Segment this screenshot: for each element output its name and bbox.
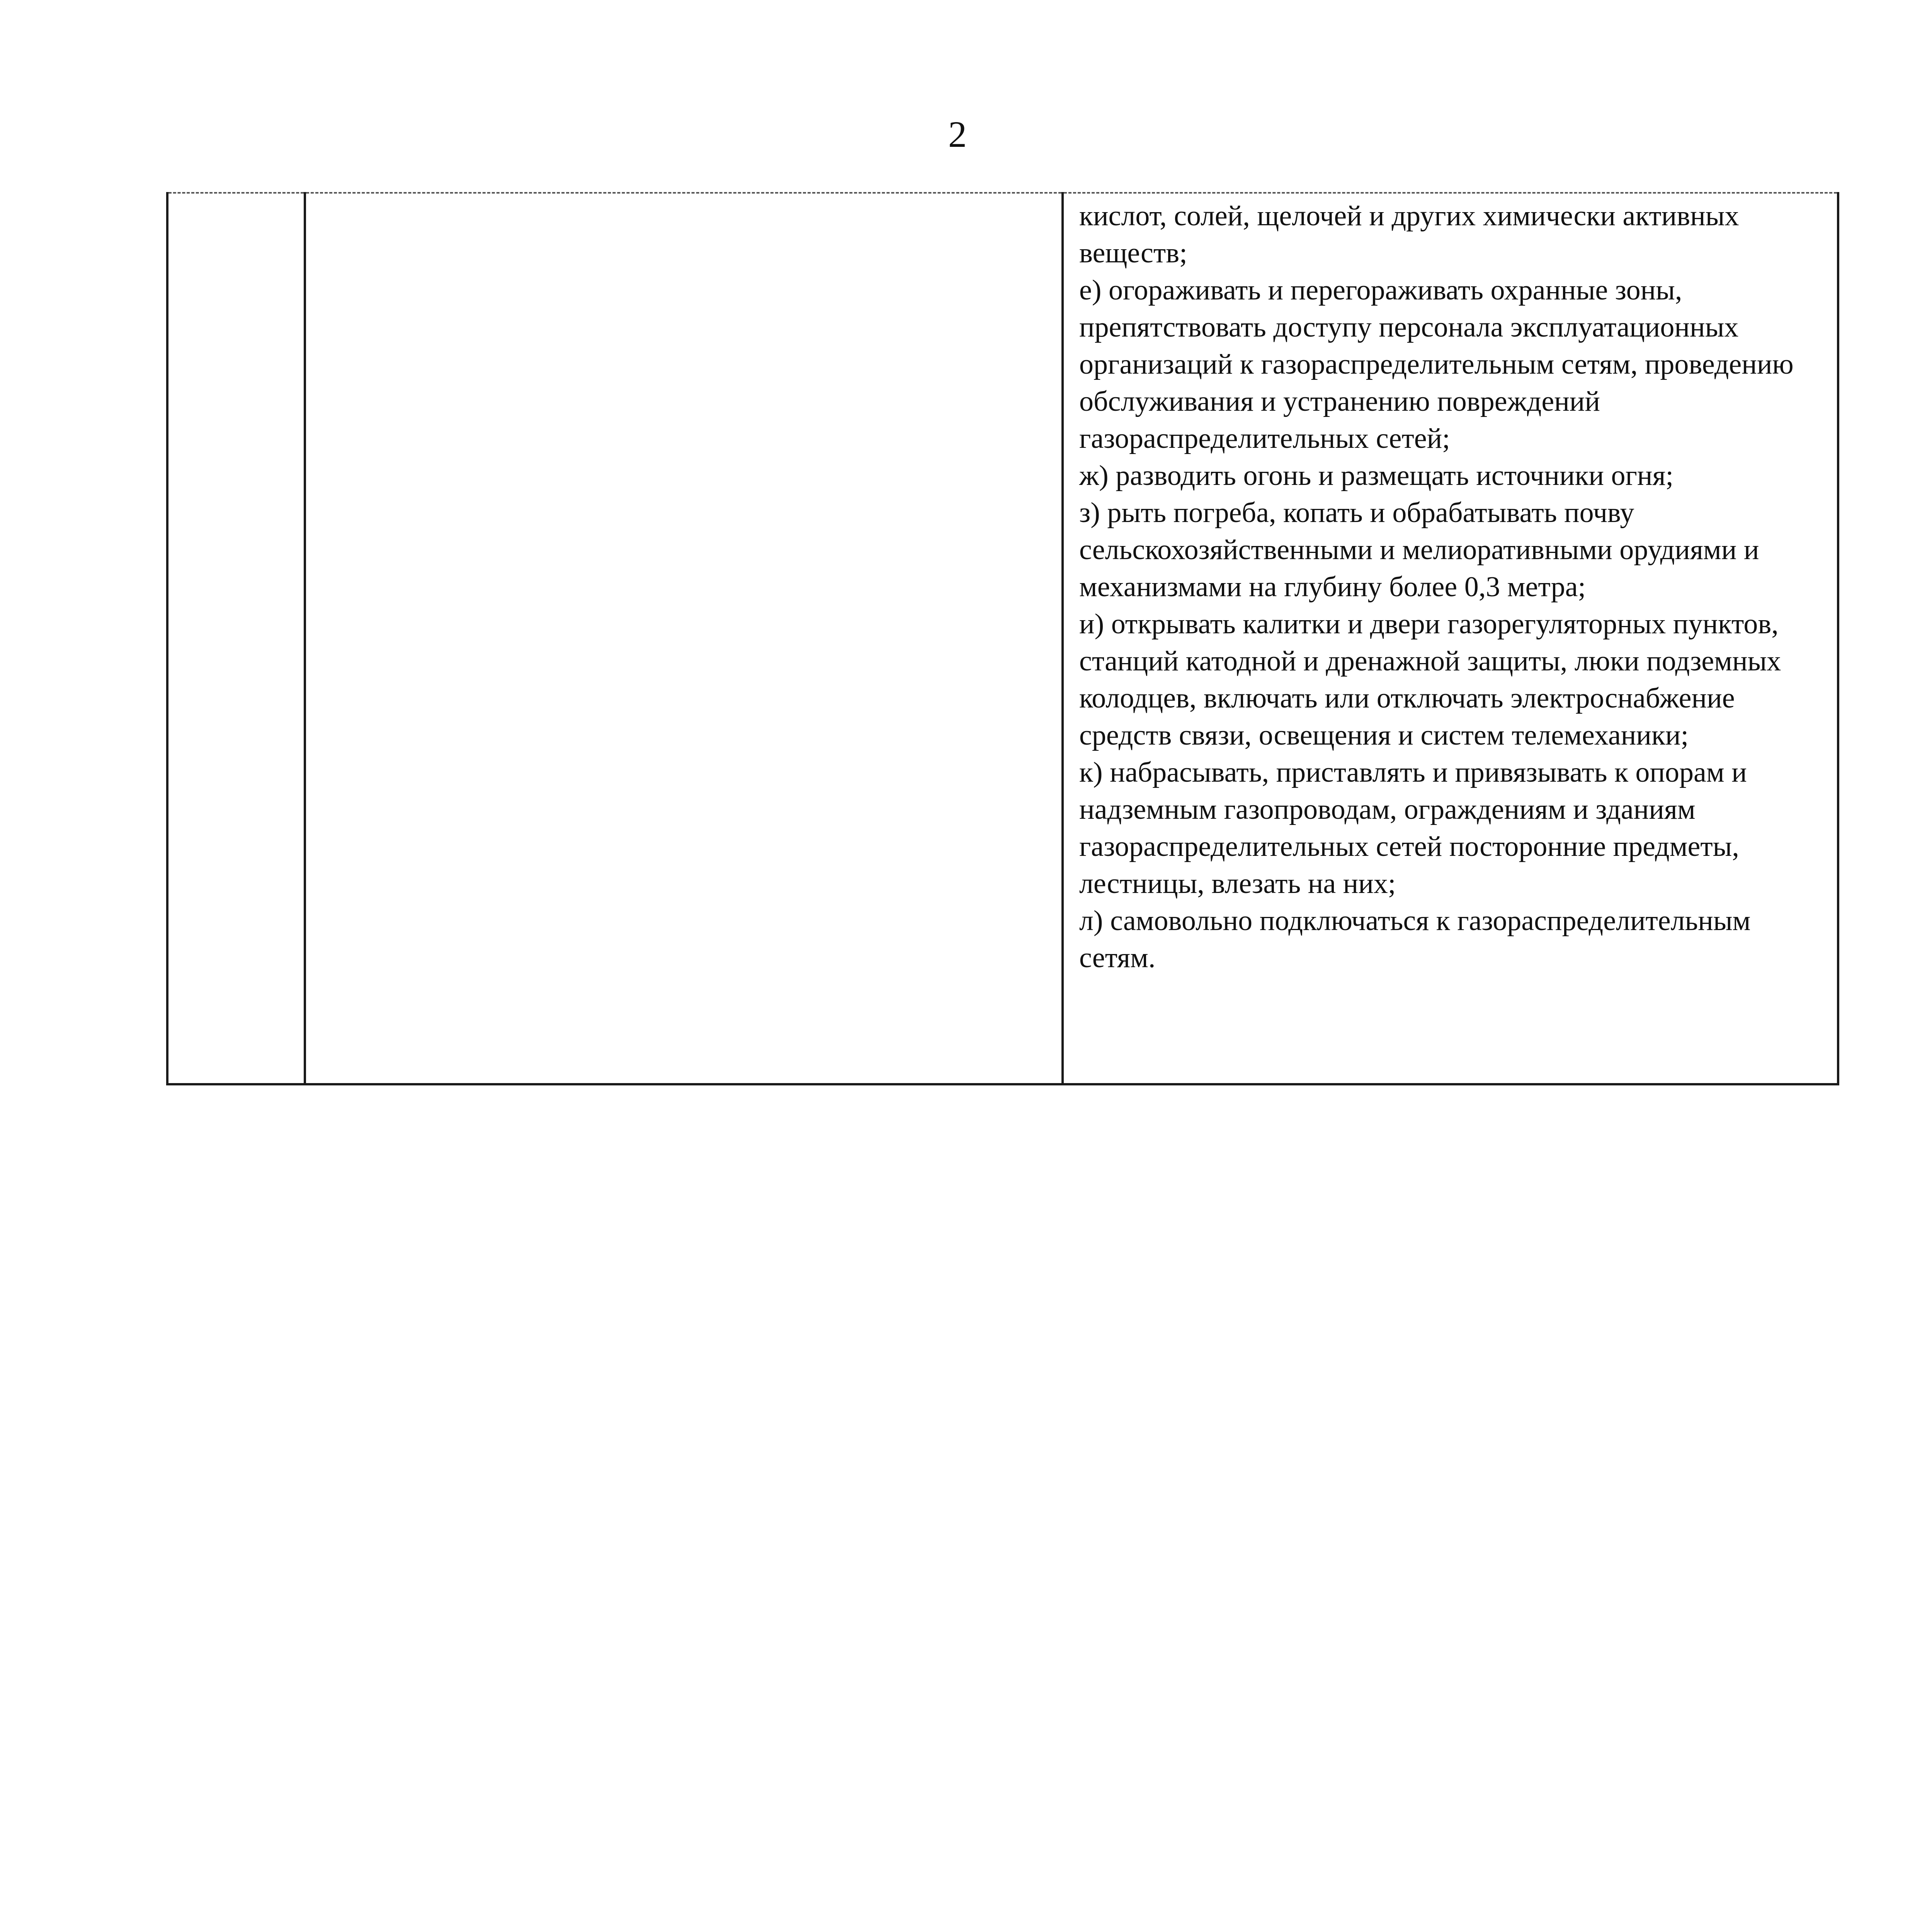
table-cell-number	[167, 193, 305, 1084]
restriction-item: е) огораживать и перегораживать охранные зоны, препятствовать доступу персонала эксплуатационных организаций к газораспределительным сетям, проведению обслуживания и устранению повреждений газораспределительных сетей;	[1079, 274, 1794, 454]
restriction-item: к) набрасывать, приставлять и привязывать к опорам и надземным газопроводам, ограждениям и зданиям газораспределительных сетей посторонние предметы, лестницы, влезать на них;	[1079, 757, 1747, 900]
restriction-item: ж) разводить огонь и размещать источники огня;	[1079, 460, 1674, 492]
restrictions-table	[166, 192, 1839, 1085]
restriction-item: л) самовольно подключаться к газораспределительным сетям.	[1079, 905, 1751, 974]
table-cell-restrictions	[1063, 193, 1838, 1084]
restriction-item: з) рыть погреба, копать и обрабатывать почву сельскохозяйственными и мелиоративными орудиями и механизмами на глубину более 0,3 метра;	[1079, 497, 1759, 603]
page-number: 2	[948, 114, 967, 155]
restriction-item: и) открывать калитки и двери газорегуляторных пунктов, станций катодной и дренажной защиты, люки подземных колодцев, включать или отключать электроснабжение средств связи, освещения и систем телемеханики;	[1079, 608, 1781, 751]
restrictions-list	[1064, 194, 1837, 976]
table-cell-object	[305, 193, 1063, 1084]
table-row	[167, 193, 1838, 1084]
restriction-item: кислот, солей, щелочей и других химически активных веществ;	[1079, 200, 1739, 269]
